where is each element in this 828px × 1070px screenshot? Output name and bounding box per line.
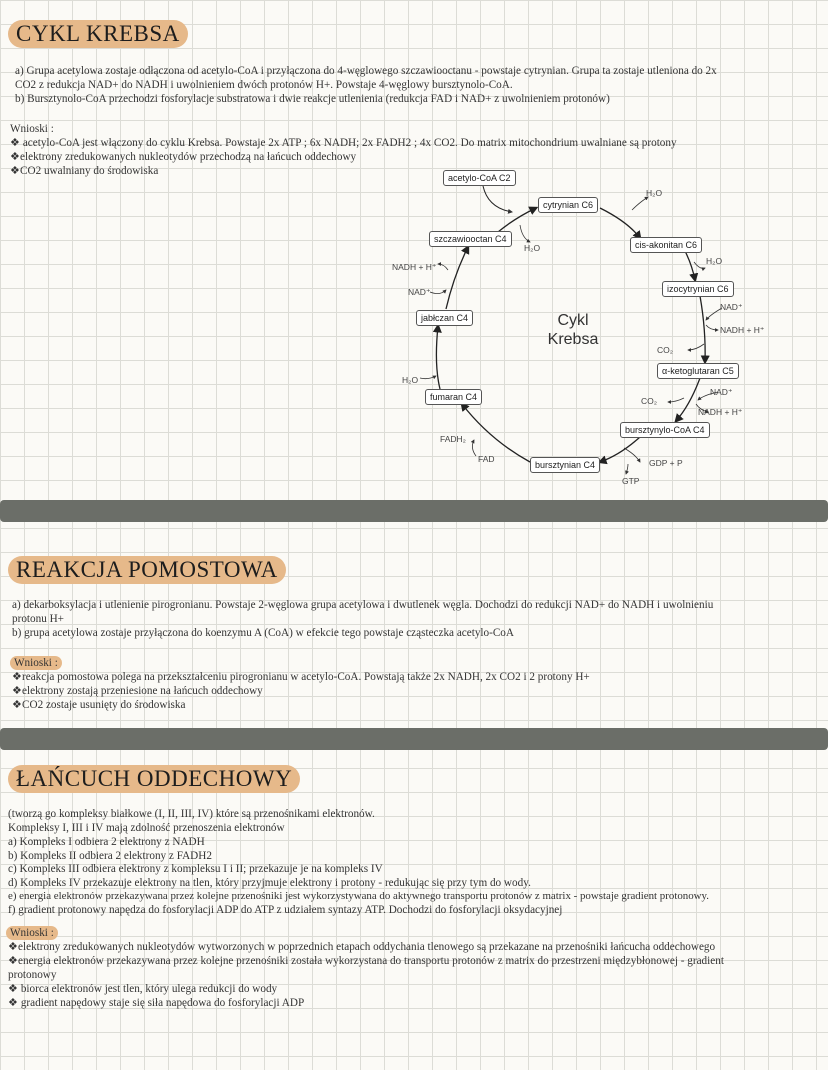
label-h2o: H₂O xyxy=(706,256,723,266)
node-acetylo-coa: acetylo-CoA C2 xyxy=(443,170,516,186)
side-arrow xyxy=(420,376,436,379)
label-h2o: H₂O xyxy=(646,188,663,198)
label-h2o: H₂O xyxy=(524,243,541,253)
lancuch-line: d) Kompleks IV przekazuje elektrony na tlen, który przyjmuje elektrony i protony - redukując się przy tym do wody. xyxy=(8,877,531,889)
node-cis-akonitan: cis-akonitan C6 xyxy=(630,237,702,253)
cycle-center-line: Cykl xyxy=(557,312,589,329)
label-nad: NAD⁺ xyxy=(720,302,743,312)
label-co2: CO₂ xyxy=(657,345,674,355)
side-arrow xyxy=(472,440,476,456)
label-gdp: GDP + P xyxy=(649,458,683,468)
krebs-text-b: b) Bursztynolo-CoA przechodzi fosforylacje substratowa i dwie reakcje utlenienia (redukcja FAD i NAD+ z uwolnieniem protonów) xyxy=(15,93,610,105)
label-fadh2: FADH₂ xyxy=(440,434,466,444)
krebs-wniosek-3: ❖CO2 uwalniany do środowiska xyxy=(10,165,159,177)
pomost-text-a: a) dekarboksylacja i utlenienie pirogronianu. Powstaje 2-węglowa grupa acetylowa i dwutlenek węgla. Dochodzi do redukcji NAD+ do NADH i uwolnieniu xyxy=(12,599,714,611)
lancuch-wniosek: ❖elektrony zredukowanych nukleotydów wytworzonych w poprzednich etapach oddychania tlenowego są przekazane na przenośniki łańcucha oddechowego xyxy=(8,941,716,953)
cycle-arc xyxy=(446,247,468,309)
lancuch-line: b) Kompleks II odbiera 2 elektrony z FADH2 xyxy=(8,850,212,862)
lancuch-wniosek: ❖energia elektronów przekazywana przez kolejne przenośniki została wykorzystana do transportu protonów z matrix do przestrzeni międzybłonowej - gradient xyxy=(8,955,724,967)
lancuch-line: a) Kompleks I odbiera 2 elektrony z NADH xyxy=(8,836,205,848)
pomost-wniosek-1: ❖reakcja pomostowa polega na przekształceniu pirogronianu w acetylo-CoA. Powstają także 2x NADH, 2x CO2 i 2 protony H+ xyxy=(12,671,590,683)
label-gtp: GTP xyxy=(622,476,640,486)
krebs-wniosek-2: ❖elektrony zredukowanych nukleotydów przechodzą na łańcuch oddechowy xyxy=(10,151,357,163)
node-izocytrynian: izocytrynian C6 xyxy=(662,281,734,297)
cycle-center-title xyxy=(538,311,608,349)
pomost-text-a2: protonu H+ xyxy=(12,613,64,625)
cycle-arc xyxy=(600,437,640,462)
label-co2: CO₂ xyxy=(641,396,658,406)
cycle-center-line: Krebsa xyxy=(547,331,599,348)
lancuch-wniosek: ❖ biorca elektronów jest tlen, który ulega redukcji do wody xyxy=(8,983,278,995)
krebs-text-a: a) Grupa acetylowa zostaje odłączona od acetylo-CoA i przyłączona do 4-węglowego szczawiooctanu - powstaje cytrynian. Grupa ta zostaje utleniona do 2x xyxy=(15,65,717,77)
side-arrow xyxy=(520,225,530,242)
label-fad: FAD xyxy=(478,454,495,464)
lancuch-wniosek: protonowy xyxy=(8,969,57,981)
pomost-title: REAKCJA POMOSTOWA xyxy=(8,556,286,584)
krebs-title: CYKL KREBSA xyxy=(8,20,188,48)
side-arrow xyxy=(430,290,446,294)
cycle-arc xyxy=(462,404,530,462)
cycle-arc xyxy=(436,326,440,389)
section-divider xyxy=(0,728,828,750)
side-arrow xyxy=(706,325,718,330)
node-cytrynian: cytrynian C6 xyxy=(538,197,598,213)
lancuch-line: f) gradient protonowy napędza do fosforylacji ADP do ATP z udziałem syntazy ATP. Dochodzi do fosforylacji oksydacyjnej xyxy=(8,904,563,916)
cycle-arc xyxy=(600,208,640,238)
node-ketoglutaran: α-ketoglutaran C5 xyxy=(657,363,739,379)
lancuch-wniosek: ❖ gradient napędowy staje się siła napędowa do fosforylacji ADP xyxy=(8,997,305,1009)
pomost-wniosek-3: ❖CO2 zostaje usunięty do środowiska xyxy=(12,699,186,711)
side-arrow xyxy=(668,398,684,402)
label-nad: NAD⁺ xyxy=(408,287,431,297)
label-nadh: NADH + H⁺ xyxy=(698,407,743,417)
side-arrow xyxy=(694,262,705,268)
lancuch-line: e) energia elektronów przekazywana przez kolejne przenośniki jest wykorzystywana do aktywnego transportu protonów z matrix - powstaje gradient protonowy. xyxy=(8,890,710,902)
side-arrow xyxy=(688,344,704,350)
side-arrow xyxy=(438,264,448,270)
cycle-arc xyxy=(685,251,695,280)
side-arrow xyxy=(626,464,628,474)
lancuch-line: (tworzą go kompleksy białkowe (I, II, III, IV) które są przenośnikami elektronów. xyxy=(8,808,375,820)
lancuch-line: Kompleksy I, III i IV mają zdolność przenoszenia elektronów xyxy=(8,822,285,834)
side-arrow xyxy=(632,197,648,210)
label-h2o: H₂O xyxy=(402,375,419,385)
pomost-wnioski-label: Wnioski : xyxy=(10,656,62,670)
lancuch-title: ŁAŃCUCH ODDECHOWY xyxy=(8,765,300,793)
label-nadh: NADH + H⁺ xyxy=(392,262,437,272)
acetyl-arrow xyxy=(483,186,512,212)
section-divider xyxy=(0,500,828,522)
node-jablczan: jabłczan C4 xyxy=(416,310,473,326)
node-fumaran: fumaran C4 xyxy=(425,389,482,405)
node-szczawiooctan: szczawiooctan C4 xyxy=(429,231,512,247)
krebs-text-a2: CO2 z redukcja NAD+ do NADH i uwolnieniem dwóch protonów H+. Powstaje 4-węglowy bursztynolo-CoA. xyxy=(15,79,513,91)
krebs-wnioski-label: Wnioski : xyxy=(10,123,54,135)
lancuch-wnioski-label: Wnioski : xyxy=(6,926,58,940)
pomost-wniosek-2: ❖elektrony zostają przeniesione na łańcuch oddechowy xyxy=(12,685,263,697)
krebs-wniosek-1: ❖ acetylo-CoA jest włączony do cyklu Krebsa. Powstaje 2x ATP ; 6x NADH; 2x FADH2 ; 4x CO2. Do matrix mitochondrium uwalniane są protony xyxy=(10,137,677,149)
label-nadh: NADH + H⁺ xyxy=(720,325,765,335)
label-nad: NAD⁺ xyxy=(710,387,733,397)
side-arrow xyxy=(624,448,640,462)
node-bursztynian: bursztynian C4 xyxy=(530,457,600,473)
cycle-arc xyxy=(700,296,705,362)
lancuch-line: c) Kompleks III odbiera elektrony z kompleksu I i II; przekazuje je na kompleks IV xyxy=(8,863,383,875)
pomost-text-b: b) grupa acetylowa zostaje przyłączona do koenzymu A (CoA) w efekcie tego powstaje cząsteczka acetylo-CoA xyxy=(12,627,514,639)
node-bursztynylo-coa: bursztynylo-CoA C4 xyxy=(620,422,710,438)
cycle-arc xyxy=(498,208,536,232)
